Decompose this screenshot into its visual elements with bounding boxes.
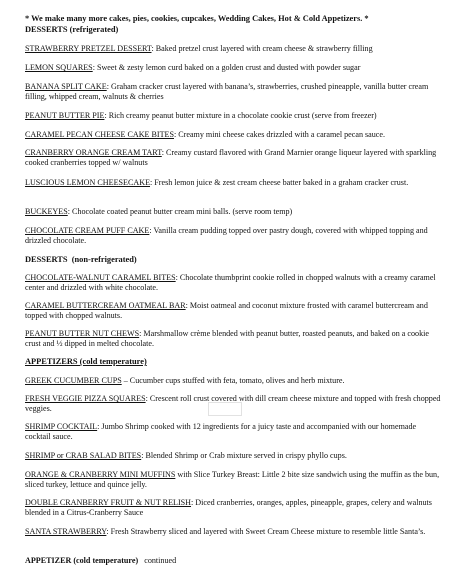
item-name: SHRIMP COCKTAIL xyxy=(25,422,98,431)
item-name: BUCKEYES xyxy=(25,207,68,216)
menu-item xyxy=(25,130,443,140)
menu-item xyxy=(25,82,443,102)
item-description: : Graham cracker crust layered with banana’s, strawberries, crushed pineapple, vanilla butter cream filling, whipped cream, walnuts & cherries xyxy=(25,82,429,102)
blank-form-box xyxy=(208,402,242,416)
item-name: STRAWBERRY PRETZEL DESSERT xyxy=(25,44,152,53)
continued-footer xyxy=(25,556,176,565)
menu-item xyxy=(25,178,443,188)
item-name: CHOCOLATE-WALNUT CARAMEL BITES xyxy=(25,273,176,282)
menu-item xyxy=(25,329,443,349)
footer-note: continued xyxy=(144,556,177,565)
section-heading-desserts-non-refrigerated xyxy=(25,255,137,264)
menu-item xyxy=(25,527,443,537)
section-heading-appetizers-cold xyxy=(25,357,147,366)
item-name: SHRIMP or CRAB SALAD BITES xyxy=(25,451,142,460)
item-description: : Sweet & zesty lemon curd baked on a golden crust and dusted with powder sugar xyxy=(92,63,361,72)
heading-title: APPETIZERS (cold temperature) xyxy=(25,357,147,366)
item-description: : Fresh lemon juice & zest cream cheese batter baked in a graham cracker crust. xyxy=(150,178,409,187)
item-description: : Blended Shrimp or Crab mixture served in crispy phyllo cups. xyxy=(141,451,347,460)
item-description: : Diced cranberries, oranges, apples, pineapple, grapes, celery and walnuts blended in a Citrus-Cranberry Sauce xyxy=(25,498,432,518)
item-description: : Fresh Strawberry sliced and layered with Sweet Cream Cheese mixture to resemble little Santa’s. xyxy=(106,527,426,536)
menu-item xyxy=(25,44,443,54)
menu-item xyxy=(25,376,443,386)
item-description: : Moist oatmeal and coconut mixture frosted with caramel buttercream and topped with chopped walnuts. xyxy=(25,301,428,321)
item-name: ORANGE & CRANBERRY MINI MUFFINS xyxy=(25,470,176,479)
item-description: : Marshmallow crème blended with peanut butter, roasted peanuts, and baked on a cookie crust and ½ dipped in melted chocolate. xyxy=(25,329,429,349)
item-description: : Baked pretzel crust layered with cream cheese & strawberry filling xyxy=(151,44,373,53)
banner-note: * We make many more cakes, pies, cookies, cupcakes, Wedding Cakes, Hot & Cold Appetizers. * xyxy=(25,14,369,23)
menu-item xyxy=(25,63,443,73)
item-description: : Vanilla cream pudding topped over pastry dough, covered with whipped topping and drizzled chocolate. xyxy=(25,226,428,246)
menu-item xyxy=(25,273,443,293)
menu-item xyxy=(25,451,443,461)
menu-item xyxy=(25,301,443,321)
item-description: : Chocolate thumbprint cookie rolled in chopped walnuts with a creamy caramel center and drizzled with white chocolate. xyxy=(25,273,436,293)
menu-item xyxy=(25,470,443,490)
item-name: CARAMEL PECAN CHEESE CAKE BITES xyxy=(25,130,174,139)
item-name: FRESH VEGGIE PIZZA SQUARES xyxy=(25,394,146,403)
item-name: DOUBLE CRANBERRY FRUIT & NUT RELISH xyxy=(25,498,192,507)
heading-qualifier: (non-refrigerated) xyxy=(71,255,137,264)
menu-item xyxy=(25,226,443,246)
item-name: SANTA STRAWBERRY xyxy=(25,527,107,536)
item-description: : Chocolate coated peanut butter cream mini balls. (serve room temp) xyxy=(67,207,293,216)
item-name: LEMON SQUARES xyxy=(25,63,93,72)
item-description: : Crescent roll crust covered with dill cream cheese mixture and topped with fresh chopped veggies. xyxy=(25,394,441,414)
menu-item xyxy=(25,148,443,168)
item-description: – Cucumber cups stuffed with feta, tomato, olives and herb mixture. xyxy=(121,376,345,385)
item-name: GREEK CUCUMBER CUPS xyxy=(25,376,122,385)
item-name: PEANUT BUTTER PIE xyxy=(25,111,105,120)
item-description: : Rich creamy peanut butter mixture in a chocolate cookie crust (serve from freezer) xyxy=(104,111,377,120)
section-heading-desserts-refrigerated: DESSERTS (refrigerated) xyxy=(25,25,119,34)
item-name: BANANA SPLIT CAKE xyxy=(25,82,107,91)
footer-heading: APPETIZER (cold temperature) xyxy=(25,556,139,565)
item-description: : Jumbo Shrimp cooked with 12 ingredients for a juicy taste and accompanied with our homemade cocktail sauce. xyxy=(25,422,417,442)
item-description: with Slice Turkey Breast: Little 2 bite size sandwich using the muffin as the bun, sliced turkey, lettuce and quince jelly. xyxy=(25,470,440,490)
item-description: : Creamy mini cheese cakes drizzled with a caramel pecan sauce. xyxy=(174,130,386,139)
item-name: CARAMEL BUTTERCREAM OATMEAL BAR xyxy=(25,301,186,310)
item-description: : Creamy custard flavored with Grand Marnier orange liqueur layered with sparkling cooked cranberries topped w/ walnuts xyxy=(25,148,437,168)
heading-title: DESSERTS xyxy=(25,255,68,264)
menu-item xyxy=(25,207,443,217)
item-name: PEANUT BUTTER NUT CHEWS xyxy=(25,329,140,338)
item-name: LUSCIOUS LEMON CHEESECAKE xyxy=(25,178,151,187)
menu-item xyxy=(25,422,443,442)
item-name: CHOCOLATE CREAM PUFF CAKE xyxy=(25,226,150,235)
item-name: CRANBERRY ORANGE CREAM TART xyxy=(25,148,162,157)
menu-item xyxy=(25,498,443,518)
menu-item xyxy=(25,111,443,121)
